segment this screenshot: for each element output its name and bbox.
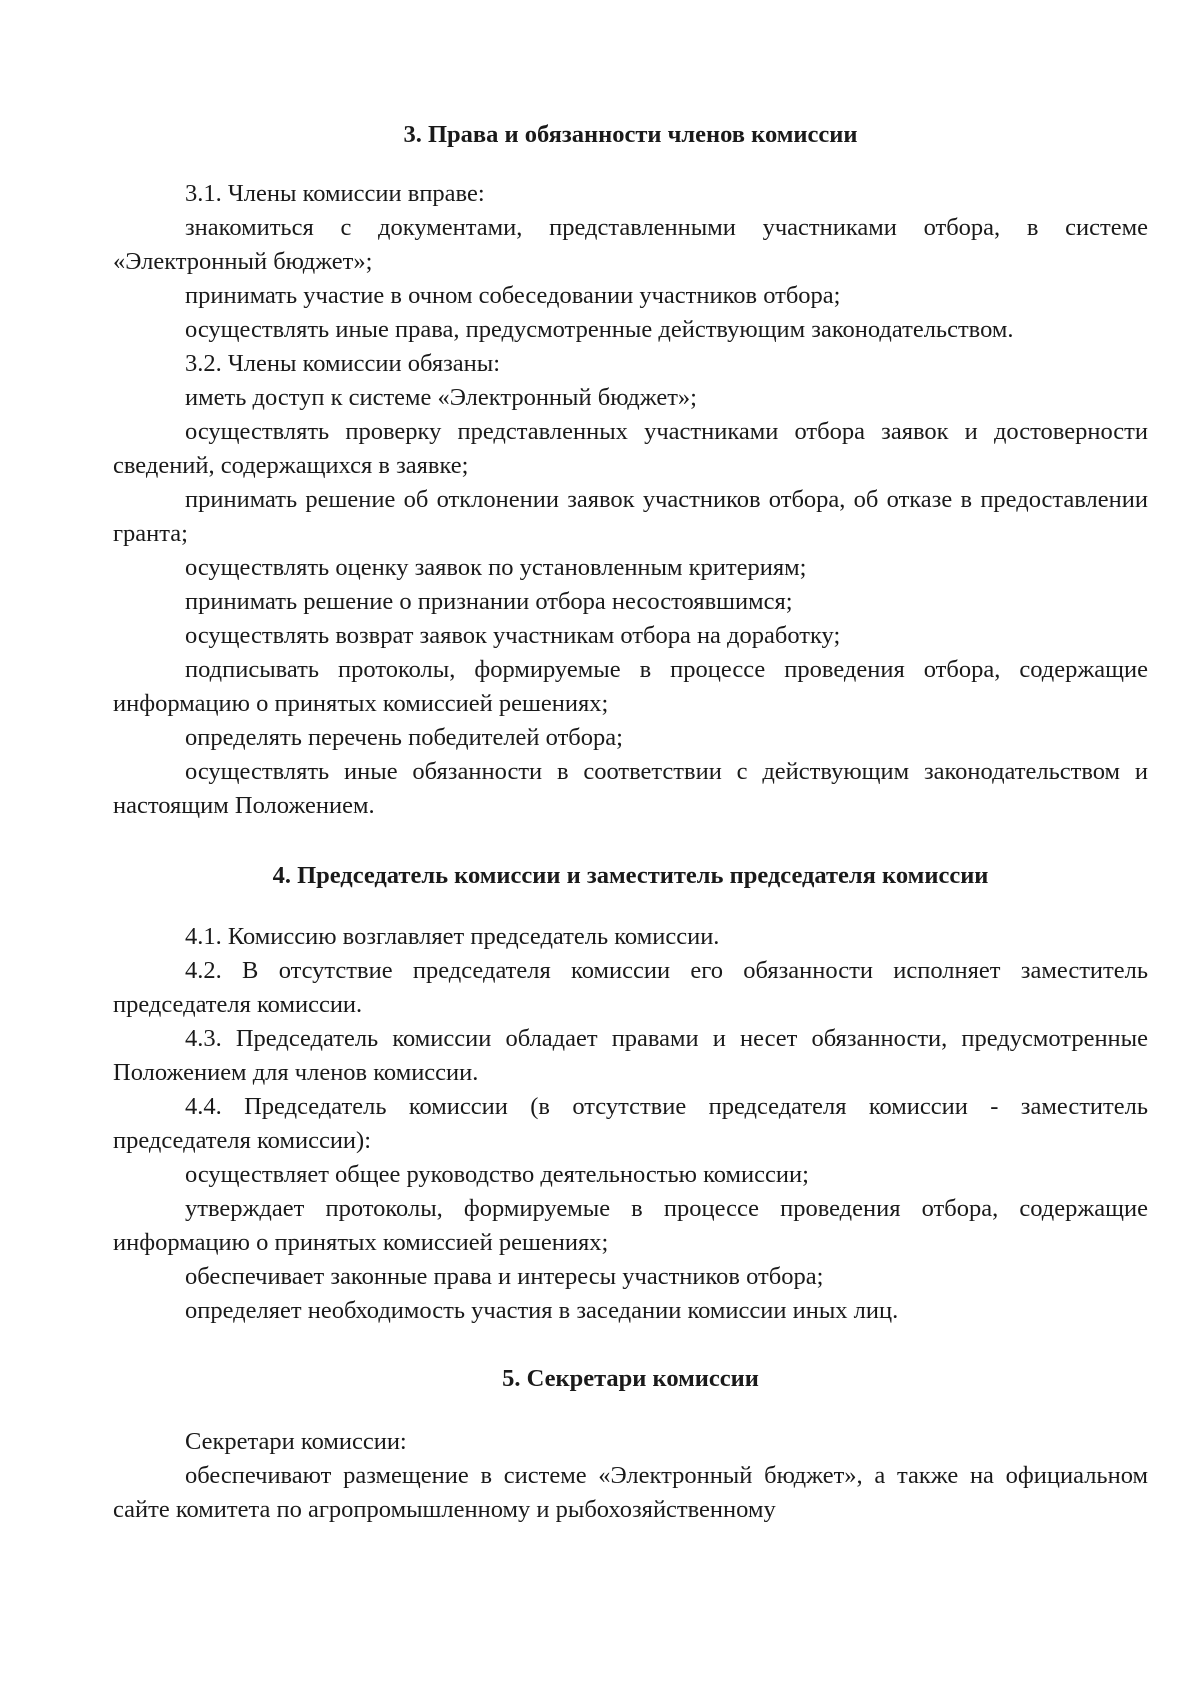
paragraph: принимать решение об отклонении заявок участников отбора, об отказе в предоставлении гранта; [113, 486, 1148, 547]
paragraph: 4.2. В отсутствие председателя комиссии его обязанности исполняет заместитель председателя комиссии. [113, 957, 1148, 1018]
paragraph: 4.1. Комиссию возглавляет председатель комиссии. [185, 923, 720, 950]
paragraph: знакомиться с документами, представленными участниками отбора, в системе «Электронный бюджет»; [113, 214, 1148, 275]
paragraph: иметь доступ к системе «Электронный бюджет»; [185, 384, 697, 411]
paragraph: 3.1. Члены комиссии вправе: [185, 180, 485, 207]
section-3 [113, 118, 1148, 823]
paragraph: осуществлять оценку заявок по установленным критериям; [185, 554, 807, 581]
paragraph: принимать решение о признании отбора несостоявшимся; [185, 588, 793, 615]
document-page [113, 118, 1148, 1527]
section-4 [113, 859, 1148, 1328]
paragraph: определять перечень победителей отбора; [185, 724, 623, 751]
paragraph: 4.4. Председатель комиссии (в отсутствие председателя комиссии - заместитель председателя комиссии): [113, 1093, 1148, 1154]
section-3-heading: 3. Права и обязанности членов комиссии [403, 121, 858, 148]
section-5 [113, 1362, 1148, 1527]
paragraph: осуществляет общее руководство деятельностью комиссии; [185, 1161, 809, 1188]
paragraph: 3.2. Члены комиссии обязаны: [185, 350, 501, 377]
paragraph: обеспечивают размещение в системе «Электронный бюджет», а также на официальном сайте комитета по агропромышленному и рыбохозяйственному [113, 1462, 1148, 1523]
paragraph: Секретари комиссии: [185, 1428, 407, 1455]
paragraph: 4.3. Председатель комиссии обладает правами и несет обязанности, предусмотренные Положением для членов комиссии. [113, 1025, 1148, 1086]
paragraph: утверждает протоколы, формируемые в процессе проведения отбора, содержащие информацию о принятых комиссией решениях; [113, 1195, 1148, 1256]
paragraph: осуществлять возврат заявок участникам отбора на доработку; [185, 622, 841, 649]
paragraph: осуществлять иные права, предусмотренные действующим законодательством. [185, 316, 1014, 343]
paragraph: принимать участие в очном собеседовании участников отбора; [185, 282, 841, 309]
section-4-heading: 4. Председатель комиссии и заместитель председателя комиссии [272, 862, 989, 889]
paragraph: определяет необходимость участия в заседании комиссии иных лиц. [185, 1297, 899, 1324]
paragraph: подписывать протоколы, формируемые в процессе проведения отбора, содержащие информацию о принятых комиссией решениях; [113, 656, 1148, 717]
paragraph: осуществлять иные обязанности в соответствии с действующим законодательством и настоящим Положением. [113, 758, 1148, 819]
section-5-heading: 5. Секретари комиссии [502, 1365, 759, 1392]
paragraph: осуществлять проверку представленных участниками отбора заявок и достоверности сведений, содержащихся в заявке; [113, 418, 1148, 479]
paragraph: обеспечивает законные права и интересы участников отбора; [185, 1263, 824, 1290]
